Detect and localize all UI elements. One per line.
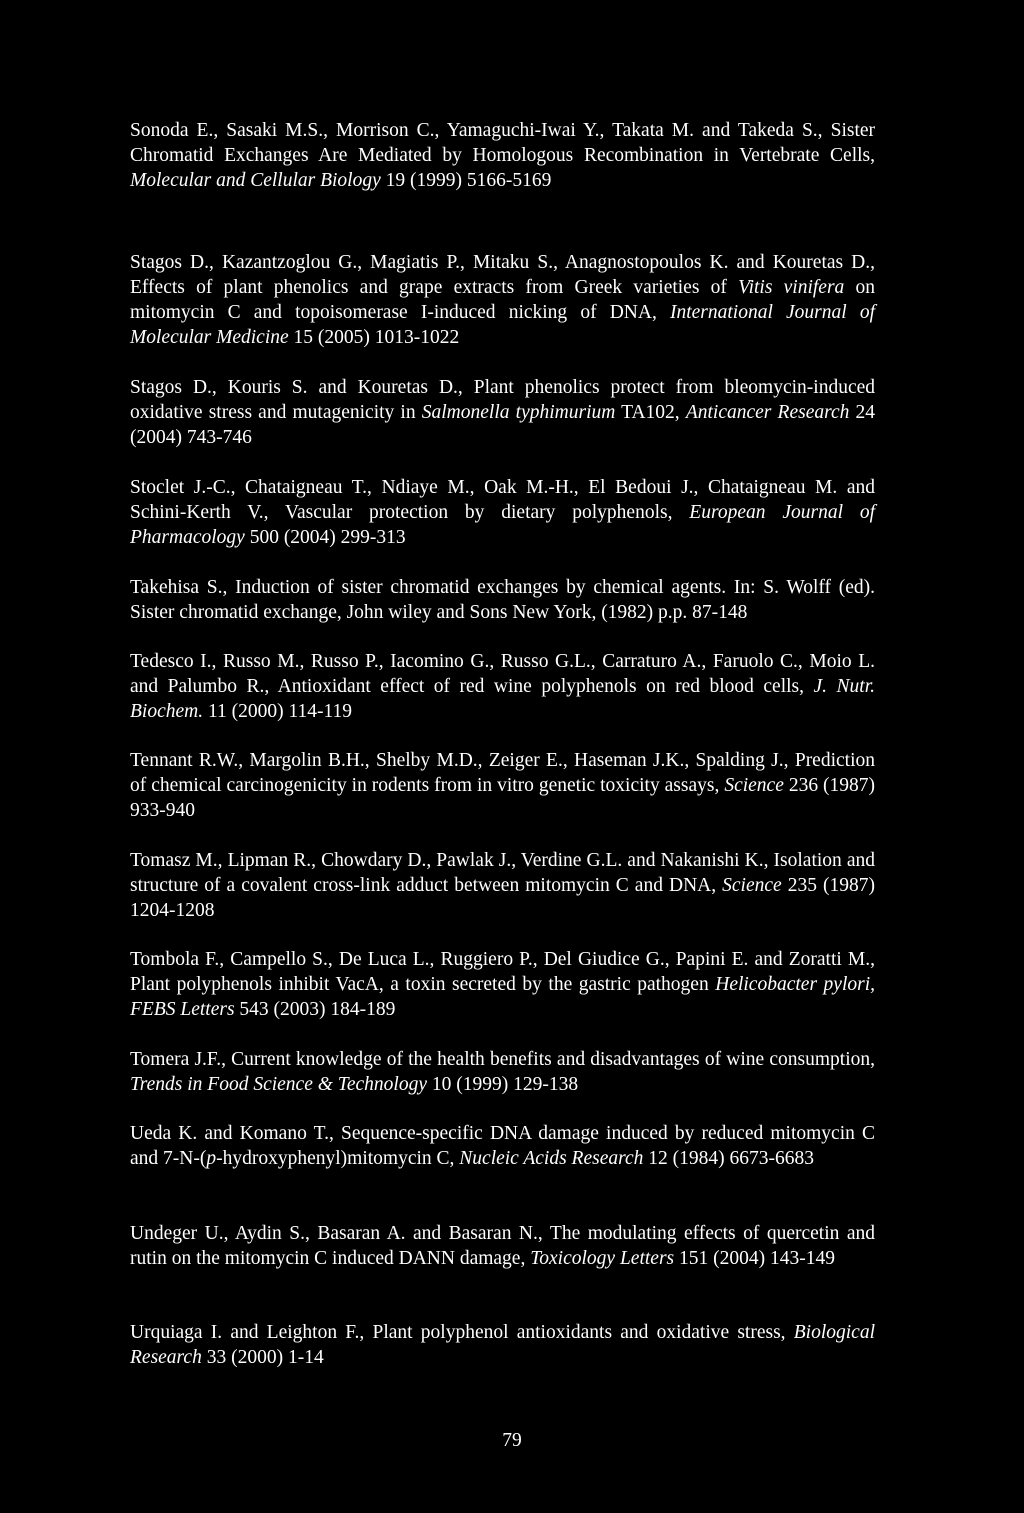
reference-tennant-1987	[130, 748, 875, 823]
ref-citation: 24 (2004) 743-746	[130, 402, 876, 448]
ref-authors: Tombola F., Campello S., De Luca L., Ruggiero P., Del Giudice G., Papini E. and Zoratti M.,	[130, 949, 875, 970]
ref-journal: Helicobacter pylori, FEBS Letters	[130, 974, 875, 1020]
ref-authors: Urquiaga I. and Leighton F.,	[130, 1322, 365, 1343]
reference-stagos-2004	[130, 375, 875, 450]
ref-journal: Molecular and Cellular Biology	[130, 170, 381, 191]
ref-citation: 33 (2000) 1-14	[206, 1347, 324, 1368]
ref-journal: Anticancer Research	[685, 402, 850, 423]
reference-tomasz-1987	[130, 848, 875, 923]
ref-journal: Science	[724, 775, 784, 796]
reference-stagos-2005	[130, 250, 875, 350]
ref-authors: Tedesco I., Russo M., Russo P., Iacomino G., Russo G.L., Carraturo A., Faruolo C., Moio L. and Palumbo R.,	[130, 651, 875, 697]
ref-journal: J. Nutr. Biochem.	[130, 676, 876, 722]
ref-species: p	[206, 1148, 217, 1169]
ref-citation: 10 (1999) 129-138	[431, 1074, 579, 1095]
ref-title: Isolation and structure of a covalent cross-link adduct between mitomycin C and DNA,	[130, 850, 876, 896]
ref-citation: 12 (1984) 6673-6683	[648, 1148, 814, 1169]
ref-title: Plant polyphenol antioxidants and oxidative stress,	[372, 1322, 786, 1343]
ref-title-end: TA102,	[621, 402, 680, 423]
ref-citation: 15 (2005) 1013-1022	[293, 327, 460, 348]
ref-title: Current knowledge of the health benefits and disadvantages of wine consumption,	[231, 1049, 875, 1070]
ref-title: Antioxidant effect of red wine polyphenols on red blood cells,	[277, 676, 805, 697]
ref-species: Salmonella typhimurium	[421, 402, 616, 423]
page-number: 79	[502, 1430, 522, 1451]
reference-takehisa-1982	[130, 575, 875, 625]
ref-title: The modulating effects of quercetin and rutin on the mitomycin C induced DANN damage,	[130, 1223, 875, 1269]
reference-sonoda-1999	[130, 118, 875, 193]
ref-authors: Sonoda E., Sasaki M.S., Morrison C., Yamaguchi-Iwai Y., Takata M. and Takeda S.,	[130, 120, 823, 141]
ref-journal: International Journal of Molecular Medicine	[130, 302, 875, 348]
ref-journal: Toxicology Letters	[530, 1248, 675, 1269]
ref-authors: Stagos D., Kouris S. and Kouretas D.,	[130, 377, 463, 398]
ref-authors: Stoclet J.-C., Chataigneau T., Ndiaye M., Oak M.-H., El Bedoui J., Chataigneau M. and Schini-Kerth V.,	[130, 477, 875, 523]
ref-authors: Ueda K. and Komano T.,	[130, 1123, 334, 1144]
ref-title: Prediction of chemical carcinogenicity in rodents from in vitro genetic toxicity assays,	[130, 750, 875, 796]
ref-authors: Undeger U., Aydin S., Basaran A. and Basaran N.,	[130, 1223, 543, 1244]
ref-authors: Tomera J.F.,	[130, 1049, 226, 1070]
ref-journal: Nucleic Acids Research	[459, 1148, 644, 1169]
ref-authors: Takehisa S.,	[130, 577, 228, 598]
ref-title-end: on mitomycin C and topoisomerase I-induced nicking of DNA,	[130, 277, 875, 323]
ref-citation: 19 (1999) 5166-5169	[385, 170, 552, 191]
reference-tombola-2003	[130, 947, 875, 1022]
ref-title-end: -hydroxyphenyl)mitomycin C,	[216, 1148, 455, 1169]
ref-citation: 500 (2004) 299-313	[249, 527, 406, 548]
reference-urquiaga-2000	[130, 1320, 875, 1370]
ref-title: Plant polyphenols inhibit VacA, a toxin secreted by the gastric pathogen	[130, 974, 709, 995]
reference-stoclet-2004	[130, 475, 875, 550]
ref-title: Vascular protection by dietary polyphenols,	[285, 502, 673, 523]
ref-journal: Science	[722, 875, 782, 896]
reference-tomera-1999	[130, 1047, 875, 1097]
ref-journal: Biological Research	[130, 1322, 876, 1368]
reference-ueda-1984	[130, 1121, 875, 1171]
ref-journal: Trends in Food Science & Technology	[130, 1074, 427, 1095]
reference-undeger-2004	[130, 1221, 875, 1271]
ref-title-start: Plant phenolics protect from bleomycin-induced oxidative stress and mutagenicity in	[130, 377, 876, 423]
ref-title: Sister Chromatid Exchanges Are Mediated by Homologous Recombination in Vertebrate Cells,	[130, 120, 876, 166]
ref-journal: European Journal of Pharmacology	[130, 502, 875, 548]
ref-citation: 236 (1987) 933-940	[130, 775, 875, 821]
ref-title-start: Effects of plant phenolics and grape extracts from Greek varieties of	[130, 277, 727, 298]
reference-tedesco-2000	[130, 649, 875, 724]
ref-authors: Tennant R.W., Margolin B.H., Shelby M.D., Zeiger E., Haseman J.K., Spalding J.,	[130, 750, 789, 771]
ref-authors: Stagos D., Kazantzoglou G., Magiatis P., Mitaku S., Anagnostopoulos K. and Kouretas D.,	[130, 252, 875, 273]
ref-citation: 543 (2003) 184-189	[239, 999, 396, 1020]
ref-citation: 151 (2004) 143-149	[679, 1248, 835, 1269]
ref-citation: 235 (1987) 1204-1208	[130, 875, 875, 921]
ref-title-start: Sequence-specific DNA damage induced by reduced mitomycin C and 7-N-(	[130, 1123, 875, 1169]
ref-citation: 11 (2000) 114-119	[207, 701, 353, 722]
ref-text: Induction of sister chromatid exchanges by chemical agents. In: S. Wolff (ed). Sister chromatid exchange, John wiley and Sons New York, (1982) p.p. 87-148	[130, 577, 875, 623]
ref-authors: Tomasz M., Lipman R., Chowdary D., Pawlak J., Verdine G.L. and Nakanishi K.,	[130, 850, 769, 871]
ref-species: Vitis vinifera	[738, 277, 845, 298]
